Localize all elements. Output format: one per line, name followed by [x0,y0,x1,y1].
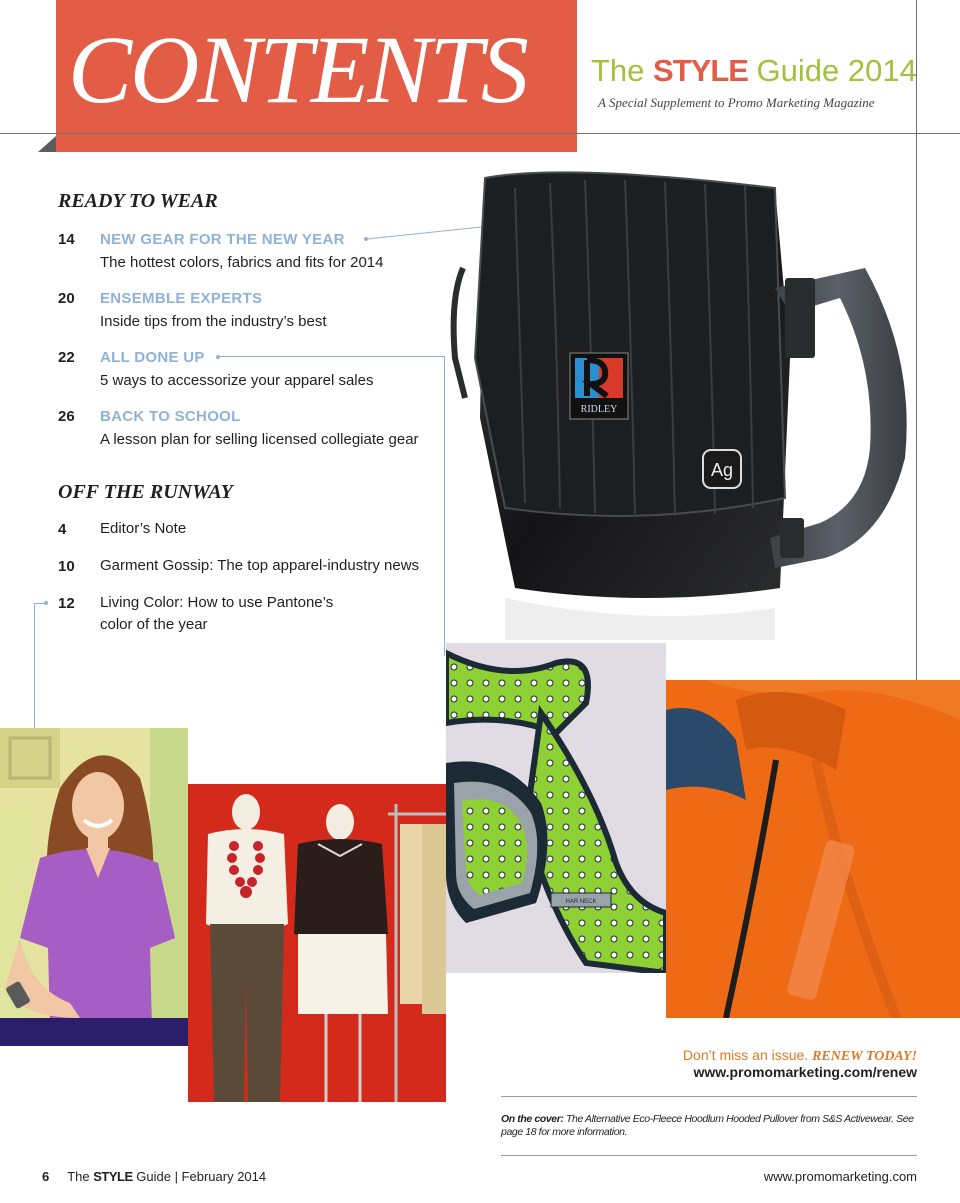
brand-suffix: Guide 2014 [747,53,917,88]
footer-url[interactable]: www.promomarketing.com [763,1169,917,1184]
messenger-bag-photo [445,158,915,640]
toc-page-number: 26 [58,408,75,425]
brand-title [591,55,917,86]
hoodie-photo [666,680,960,1018]
scarf-photo [446,643,666,973]
section-heading-off-the-runway: OFF THE RUNWAY [58,481,233,503]
toc-page-number: 14 [58,231,75,248]
mannequins-photo [188,784,446,1102]
toc-item-living-color-line1: Living Color: How to use Pantone’s [100,594,334,611]
cover-note [501,1113,917,1139]
toc-item-editors-note[interactable]: Editor’s Note [100,520,187,537]
page-title: CONTENTS [68,16,527,123]
divider [501,1096,917,1097]
toc-desc-new-gear: The hottest colors, fabrics and fits for 2014 [100,254,384,271]
toc-item-living-color[interactable] [100,592,333,636]
bag-badge-label: Ag [710,460,734,480]
renew-url-link[interactable]: www.promomarketing.com/renew [693,1064,917,1080]
toc-page-number: 10 [58,558,75,575]
footer-page-number: 6 [42,1169,50,1184]
toc-desc-all-done-up: 5 ways to accessorize your apparel sales [100,372,374,389]
toc-desc-back-to-school: A lesson plan for selling licensed collegiate gear [100,431,419,448]
toc-item-living-color-line2: color of the year [100,616,208,633]
bag-brand-label: RIDLEY [580,404,618,415]
footer-folio [42,1169,266,1184]
leader-line-living-color [34,603,46,604]
cover-note-text: The Alternative Eco-Fleece Hoodlum Hooded Pullover from S&S Activewear. See page 18 for more information. [501,1113,914,1138]
toc-item-garment-gossip[interactable]: Garment Gossip: The top apparel-industry news [100,557,420,574]
footer-pub-suffix: Guide | February 2014 [132,1169,267,1184]
section-heading-ready-to-wear: READY TO WEAR [58,190,218,212]
toc-page-number: 22 [58,349,75,366]
footer-pub-prefix: The [67,1169,94,1184]
toc-title-ensemble-experts[interactable]: ENSEMBLE EXPERTS [100,290,263,307]
brand-prefix: The [591,53,654,88]
toc-desc-ensemble-experts: Inside tips from the industry’s best [100,313,327,330]
divider [501,1155,917,1156]
scarf-tag-label: HAR NECK [565,899,597,905]
toc-page-number: 20 [58,290,75,307]
brand-style-word: STYLE [653,53,748,88]
model-purple-shirt-photo [0,728,188,1046]
renew-cta[interactable]: RENEW TODAY! [812,1049,917,1064]
cover-note-label: On the cover: [501,1113,564,1125]
toc-title-new-gear[interactable]: NEW GEAR FOR THE NEW YEAR [100,231,345,248]
toc-title-back-to-school[interactable]: BACK TO SCHOOL [100,408,241,425]
right-rule [916,0,917,680]
toc-title-all-done-up[interactable]: ALL DONE UP [100,349,205,366]
toc-page-number: 4 [58,521,67,538]
banner-fold [38,136,56,152]
renew-callout [560,1047,917,1065]
header-rule [0,133,960,134]
toc-page-number: 12 [58,595,75,612]
footer-pub-style: STYLE [93,1169,133,1184]
leader-line-all-done-up [220,356,444,357]
renew-text: Don’t miss an issue. [682,1047,813,1063]
supplement-subtitle: A Special Supplement to Promo Marketing Magazine [598,95,875,110]
